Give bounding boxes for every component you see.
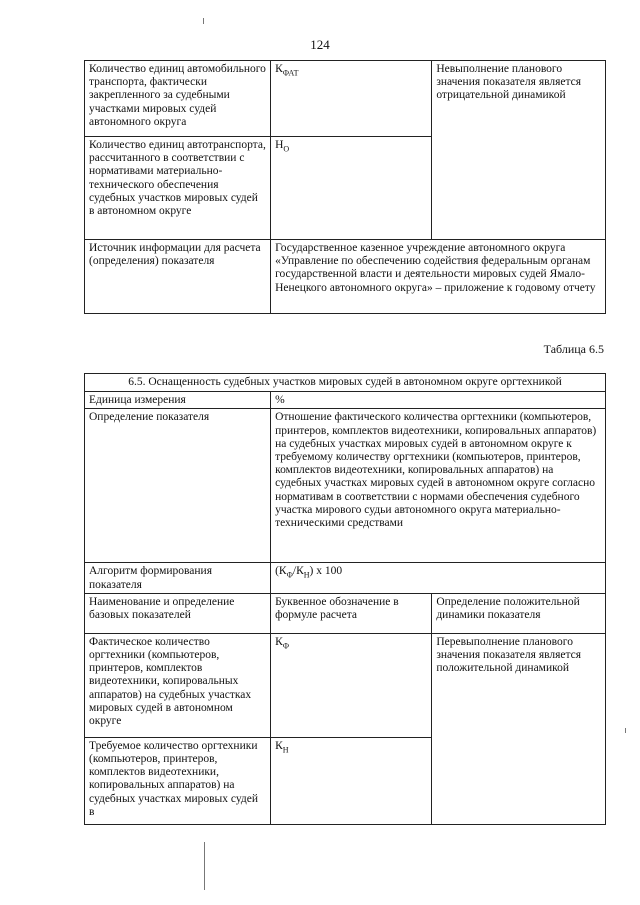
column-header: Буквенное обозначение в формуле расчета (271, 593, 432, 633)
table-caption: Таблица 6.5 (543, 342, 604, 356)
formula-symbol: $К_Н$ (271, 737, 432, 824)
definition-value: Отношение фактического количества оргтехники (компьютеров, принтеров, комплектов видеотехники, копировальных аппаратов) на судебных участках мировых судей в автономном округе к требуемому количеству оргтехники (компьютеров, принтеров, комплектов видеотехники, копировальных аппаратов) на судебных участках мировых судей в автономном округе согласно нормативам в соответствии с нормами обеспечения судебного участка мирового судьи автономного округа материально-техническими средствами (271, 409, 606, 563)
formula-symbol: $Н_О$ (271, 137, 432, 240)
table-header-row (85, 593, 606, 633)
source-label: Источник информации для расчета (определения) показателя (85, 240, 271, 314)
page-number: 124 (310, 37, 330, 52)
table-row (85, 633, 606, 737)
source-value: Государственное казенное учреждение автономного округа «Управление по обеспечению содействия федеральным органам государственной власти и деятельности мировых судей Ямало-Ненецкого автономного округа» – приложение к годовому отчету (271, 240, 606, 314)
indicator-name: Требуемое количество оргтехники (компьютеров, принтеров, комплектов видеотехники, копировальных аппаратов) на судебных участках мировых судей в (85, 737, 271, 824)
scan-mark (204, 842, 205, 890)
dynamics-definition: Перевыполнение планового значения показателя является положительной динамикой (432, 633, 606, 824)
table-title-row (85, 374, 606, 392)
algorithm-formula: $(К_Ф/К_Н)$ x 100 (271, 563, 606, 593)
indicator-name: Фактическое количество оргтехники (компьютеров, принтеров, комплектов видеотехники, копировальных аппаратов) на судебных участках мировых судей в автономном округе (85, 633, 271, 737)
scan-mark (625, 728, 626, 733)
indicator-name: Количество единиц автотранспорта, рассчитанного в соответствии с нормативами материально-технического обеспечения судебных участков мировых судей в автономном округе (85, 137, 271, 240)
algorithm-label: Алгоритм формирования показателя (85, 563, 271, 593)
table-row (85, 240, 606, 314)
table-row (85, 409, 606, 563)
definition-label: Определение показателя (85, 409, 271, 563)
dynamics-definition: Невыполнение планового значения показателя является отрицательной динамикой (432, 61, 606, 240)
indicator-table (84, 373, 606, 825)
column-header: Наименование и определение базовых показателей (85, 593, 271, 633)
unit-label: Единица измерения (85, 392, 271, 409)
formula-symbol: $К_{ФАТ}$ (271, 61, 432, 137)
formula-symbol: $К_Ф$ (271, 633, 432, 737)
table-row (85, 563, 606, 593)
table-row (85, 61, 606, 137)
column-header: Определение положительной динамики показателя (432, 593, 606, 633)
indicator-table-continued (84, 60, 606, 314)
indicator-name: Количество единиц автомобильного транспорта, фактически закрепленного за судебными участками мировых судей автономного округа (85, 61, 271, 137)
scan-mark (203, 18, 204, 24)
table-title: 6.5. Оснащенность судебных участков мировых судей в автономном округе оргтехникой (85, 374, 606, 392)
table-row (85, 392, 606, 409)
unit-value: % (271, 392, 606, 409)
